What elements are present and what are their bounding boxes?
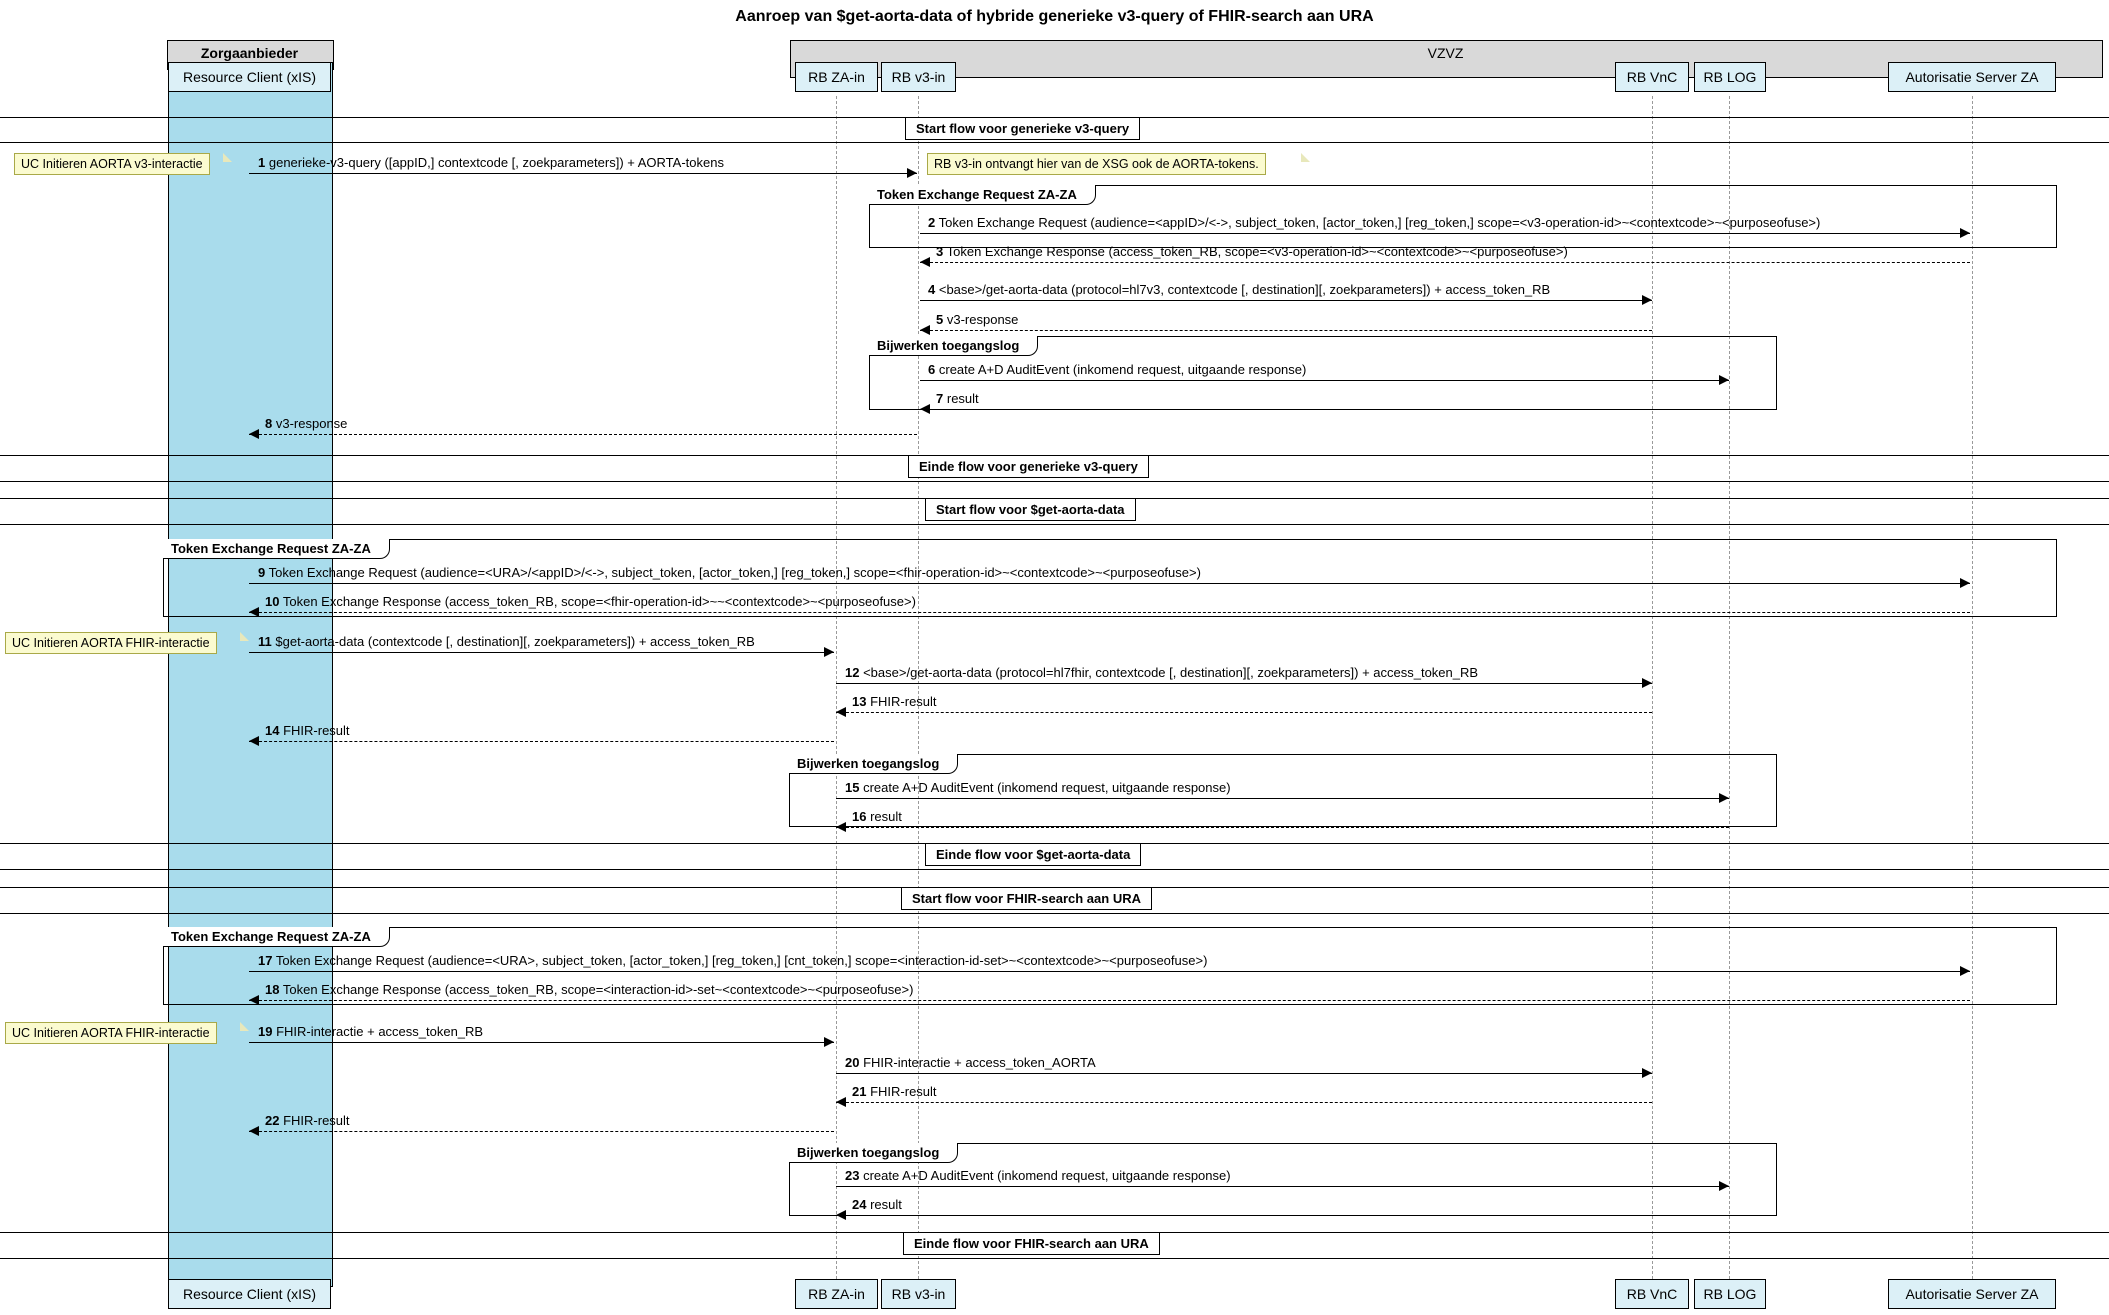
message-num: 3	[936, 244, 944, 259]
lifeline-rb-log	[1729, 96, 1730, 1284]
message-num: 17	[258, 953, 273, 968]
message-arrow-7	[920, 409, 1729, 410]
message-arrowhead-8	[249, 429, 259, 439]
message-text: FHIR-interactie + access_token_AORTA	[863, 1055, 1096, 1070]
participant-rb-za-in-bottom[interactable]	[795, 1279, 878, 1309]
message-num: 2	[928, 215, 936, 230]
message-num: 19	[258, 1024, 273, 1039]
divider-line	[0, 524, 2109, 525]
message-num: 5	[936, 312, 944, 327]
message-label-16	[852, 809, 902, 824]
participant-label: RB LOG	[1703, 1286, 1757, 1302]
message-text: Token Exchange Response (access_token_RB, scope=<interaction-id>-set~<contextcode>~<purposeofuse>)	[282, 982, 914, 997]
message-arrowhead-2	[1960, 228, 1970, 238]
message-label-21	[852, 1084, 937, 1099]
participant-label: Autorisatie Server ZA	[1905, 69, 2039, 85]
message-label-3	[936, 244, 1568, 259]
message-arrow-22	[249, 1131, 834, 1132]
message-label-20	[845, 1055, 1096, 1070]
message-text: <base>/get-aorta-data (protocol=hl7fhir, contextcode [, destination][, zoekparameters]) + access_token_RB	[863, 665, 1479, 680]
message-num: 1	[258, 155, 266, 170]
message-text: create A+D AuditEvent (inkomend request, uitgaande response)	[938, 362, 1307, 377]
message-num: 10	[265, 594, 280, 609]
message-text: Token Exchange Request (audience=<URA>, subject_token, [actor_token,] [reg_token,] [cnt_token,] scope=<interaction-id-set>~<contextcode>~<purposeofuse>)	[275, 953, 1208, 968]
message-text: result	[870, 809, 902, 824]
message-num: 12	[845, 665, 860, 680]
message-label-12	[845, 665, 1478, 680]
message-text: Token Exchange Request (audience=<URA>/<appID>/<->, subject_token, [actor_token,] [reg_token,] scope=<fhir-operation-id>~<contextcode>~<purposeofuse>)	[268, 565, 1201, 580]
note-rb-v3-in-xsg: RB v3-in ontvangt hier van de XSG ook de AORTA-tokens.	[927, 153, 1266, 175]
lifeline-rb-v3-in	[918, 96, 919, 1284]
divider-line	[0, 481, 2109, 482]
message-arrow-3	[920, 262, 1970, 263]
message-arrowhead-19	[824, 1037, 834, 1047]
message-arrowhead-15	[1719, 793, 1729, 803]
message-arrow-1	[249, 173, 917, 174]
divider-label-einde-fhir-search-ura: Einde flow voor FHIR-search aan URA	[903, 1232, 1160, 1255]
message-arrow-6	[920, 380, 1729, 381]
note-fold-icon	[240, 632, 249, 641]
message-num: 20	[845, 1055, 860, 1070]
message-arrow-15	[836, 798, 1729, 799]
message-arrowhead-11	[824, 647, 834, 657]
message-num: 11	[258, 634, 272, 649]
group-vzvz-label: VZVZ	[1427, 45, 1464, 61]
frame-tab-bijwerken-toegangslog-1: Bijwerken toegangslog	[869, 336, 1038, 356]
participant-label: Autorisatie Server ZA	[1905, 1286, 2039, 1302]
message-label-14	[265, 723, 350, 738]
message-num: 4	[928, 282, 936, 297]
message-arrow-10	[249, 612, 1970, 613]
message-arrowhead-1	[907, 168, 917, 178]
message-num: 24	[852, 1197, 867, 1212]
message-arrow-5	[920, 330, 1652, 331]
message-arrowhead-22	[249, 1126, 259, 1136]
message-arrow-18	[249, 1000, 1970, 1001]
participant-label: RB ZA-in	[808, 1286, 865, 1302]
activation-resource-client	[168, 62, 333, 1287]
divider-label-einde-v3-query: Einde flow voor generieke v3-query	[908, 455, 1149, 478]
message-label-7	[936, 391, 979, 406]
message-arrowhead-21	[836, 1097, 846, 1107]
message-num: 6	[928, 362, 936, 377]
note-fold-icon	[240, 1022, 249, 1031]
message-arrow-12	[836, 683, 1652, 684]
message-arrowhead-17	[1960, 966, 1970, 976]
note-uc-initieren-aorta-v3: UC Initieren AORTA v3-interactie	[14, 153, 210, 175]
message-text: create A+D AuditEvent (inkomend request, uitgaande response)	[863, 780, 1231, 795]
participant-label: Resource Client (xIS)	[182, 1286, 317, 1302]
message-arrow-14	[249, 741, 834, 742]
message-num: 23	[845, 1168, 860, 1183]
message-text: $get-aorta-data (contextcode [, destination][, zoekparameters]) + access_token_RB	[275, 634, 755, 649]
message-num: 21	[852, 1084, 867, 1099]
message-text: v3-response	[946, 312, 1019, 327]
message-arrowhead-18	[249, 995, 259, 1005]
message-num: 15	[845, 780, 860, 795]
message-arrowhead-3	[920, 257, 930, 267]
message-arrow-2	[920, 233, 1970, 234]
message-num: 18	[265, 982, 280, 997]
message-arrowhead-14	[249, 736, 259, 746]
message-arrow-16	[836, 827, 1729, 828]
participant-autorisatie-server-bottom[interactable]	[1888, 1279, 2056, 1309]
message-label-9	[258, 565, 1201, 580]
message-label-23	[845, 1168, 1231, 1183]
message-label-8	[265, 416, 347, 431]
message-arrowhead-4	[1642, 295, 1652, 305]
message-arrowhead-5	[920, 325, 930, 335]
message-text: FHIR-result	[870, 1084, 937, 1099]
participant-label: RB v3-in	[891, 1286, 946, 1302]
message-label-19	[258, 1024, 483, 1039]
message-num: 22	[265, 1113, 280, 1128]
divider-line	[0, 913, 2109, 914]
message-arrowhead-20	[1642, 1068, 1652, 1078]
participant-label: RB VnC	[1626, 1286, 1678, 1302]
participant-rb-v3-in-top[interactable]	[881, 62, 956, 92]
message-label-10	[265, 594, 916, 609]
participant-label: RB ZA-in	[808, 69, 865, 85]
lifeline-autorisatie-server	[1972, 96, 1973, 1284]
message-text: Token Exchange Request (audience=<appID>/<->, subject_token, [actor_token,] [reg_token,] scope=<v3-operation-id>~<contextcode>~<purposeofuse>)	[938, 215, 1821, 230]
message-arrow-4	[920, 300, 1652, 301]
message-text: result	[870, 1197, 902, 1212]
message-num: 13	[852, 694, 867, 709]
message-arrow-21	[836, 1102, 1652, 1103]
participant-label: RB v3-in	[891, 69, 946, 85]
message-label-11	[258, 634, 755, 649]
participant-rb-log-top[interactable]	[1694, 62, 1766, 92]
message-label-18	[265, 982, 913, 997]
divider-label-start-fhir-search-ura: Start flow voor FHIR-search aan URA	[901, 887, 1152, 910]
message-arrow-19	[249, 1042, 834, 1043]
group-zorgaanbieder-label: Zorgaanbieder	[200, 45, 299, 61]
participant-rb-v3-in-bottom[interactable]	[881, 1279, 956, 1309]
message-label-6	[928, 362, 1306, 377]
message-arrow-24	[836, 1215, 1729, 1216]
message-num: 16	[852, 809, 867, 824]
message-arrowhead-9	[1960, 578, 1970, 588]
participant-autorisatie-server-top[interactable]	[1888, 62, 2056, 92]
message-arrowhead-6	[1719, 375, 1729, 385]
message-arrow-11	[249, 652, 834, 653]
message-label-17	[258, 953, 1207, 968]
divider-line	[0, 869, 2109, 870]
message-label-13	[852, 694, 937, 709]
frame-tab-token-exchange-3: Token Exchange Request ZA-ZA	[163, 927, 390, 947]
message-label-1	[258, 155, 724, 170]
note-uc-initieren-aorta-fhir-1: UC Initieren AORTA FHIR-interactie	[5, 632, 217, 654]
note-uc-initieren-aorta-fhir-2: UC Initieren AORTA FHIR-interactie	[5, 1022, 217, 1044]
frame-tab-token-exchange-2: Token Exchange Request ZA-ZA	[163, 539, 390, 559]
participant-resource-client-top[interactable]	[168, 62, 331, 92]
frame-tab-token-exchange-1: Token Exchange Request ZA-ZA	[869, 185, 1096, 205]
message-text: v3-response	[275, 416, 348, 431]
lifeline-rb-vnc	[1652, 96, 1653, 1284]
message-arrowhead-23	[1719, 1181, 1729, 1191]
message-label-2	[928, 215, 1820, 230]
message-arrowhead-16	[836, 822, 846, 832]
message-label-4	[928, 282, 1550, 297]
message-arrow-8	[249, 434, 917, 435]
divider-label-einde-get-aorta-data: Einde flow voor $get-aorta-data	[925, 843, 1141, 866]
message-text: create A+D AuditEvent (inkomend request, uitgaande response)	[863, 1168, 1231, 1183]
message-arrow-17	[249, 971, 1970, 972]
message-arrow-23	[836, 1186, 1729, 1187]
divider-label-start-v3-query: Start flow voor generieke v3-query	[905, 117, 1140, 140]
message-arrow-13	[836, 712, 1652, 713]
participant-label: RB LOG	[1703, 69, 1757, 85]
message-text: generieke-v3-query ([appID,] contextcode [, zoekparameters]) + AORTA-tokens	[268, 155, 724, 170]
participant-rb-za-in-top[interactable]	[795, 62, 878, 92]
note-fold-icon	[1301, 153, 1310, 162]
message-text: result	[946, 391, 979, 406]
message-text: Token Exchange Response (access_token_RB, scope=<fhir-operation-id>~~<contextcode>~<purposeofuse>)	[282, 594, 916, 609]
message-text: FHIR-result	[283, 723, 350, 738]
message-num: 7	[936, 391, 944, 406]
message-num: 14	[265, 723, 280, 738]
message-arrowhead-12	[1642, 678, 1652, 688]
participant-rb-vnc-bottom[interactable]	[1615, 1279, 1689, 1309]
divider-line	[0, 142, 2109, 143]
note-fold-icon	[223, 153, 232, 162]
message-arrow-20	[836, 1073, 1652, 1074]
message-text: FHIR-result	[870, 694, 937, 709]
divider-line	[0, 1258, 2109, 1259]
page-title: Aanroep van $get-aorta-data of hybride generieke v3-query of FHIR-search aan URA	[735, 8, 1374, 25]
message-label-24	[852, 1197, 902, 1212]
message-num: 8	[265, 416, 273, 431]
message-arrowhead-13	[836, 707, 846, 717]
message-label-15	[845, 780, 1231, 795]
message-num: 9	[258, 565, 266, 580]
message-arrowhead-7	[920, 404, 930, 414]
message-label-22	[265, 1113, 350, 1128]
participant-rb-log-bottom[interactable]	[1694, 1279, 1766, 1309]
message-arrow-9	[249, 583, 1970, 584]
message-text: Token Exchange Response (access_token_RB, scope=<v3-operation-id>~<contextcode>~<purposeofuse>)	[946, 244, 1568, 259]
participant-resource-client-bottom[interactable]	[168, 1279, 331, 1309]
participant-label: Resource Client (xIS)	[182, 69, 317, 85]
participant-rb-vnc-top[interactable]	[1615, 62, 1689, 92]
message-arrowhead-10	[249, 607, 259, 617]
frame-tab-bijwerken-toegangslog-2: Bijwerken toegangslog	[789, 754, 958, 774]
participant-label: RB VnC	[1626, 69, 1678, 85]
message-label-5	[936, 312, 1018, 327]
message-text: <base>/get-aorta-data (protocol=hl7v3, contextcode [, destination][, zoekparameters]) + access_token_RB	[938, 282, 1551, 297]
message-text: FHIR-interactie + access_token_RB	[276, 1024, 484, 1039]
message-text: FHIR-result	[283, 1113, 350, 1128]
frame-tab-bijwerken-toegangslog-3: Bijwerken toegangslog	[789, 1143, 958, 1163]
message-arrowhead-24	[836, 1210, 846, 1220]
divider-label-start-get-aorta-data: Start flow voor $get-aorta-data	[925, 498, 1136, 521]
